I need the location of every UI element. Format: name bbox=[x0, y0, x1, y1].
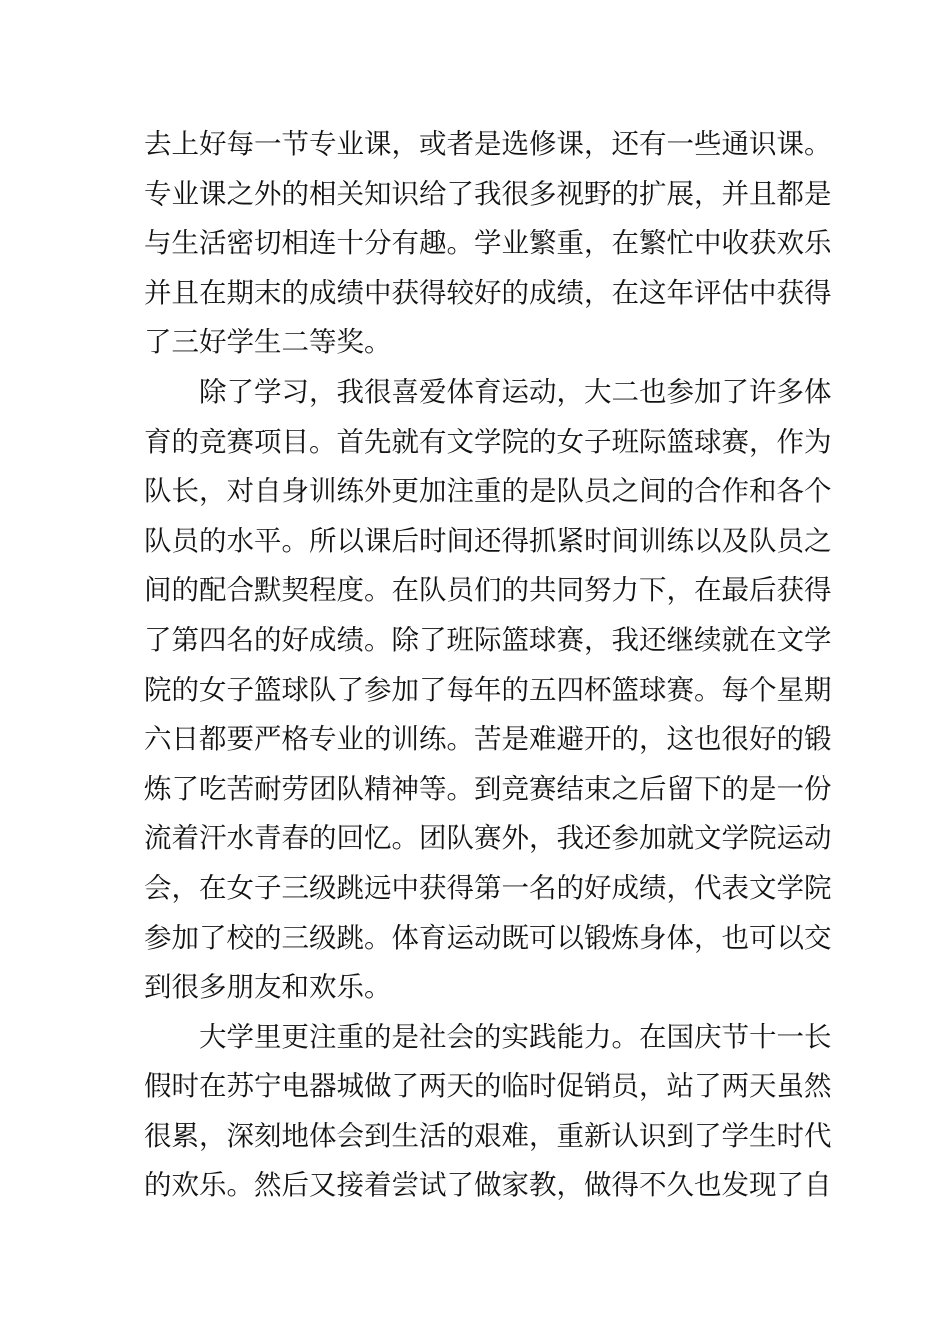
text-line: 很累，深刻地体会到生活的艰难，重新认识到了学生时代 bbox=[144, 1119, 832, 1152]
text-line: 队长，对自身训练外更加注重的是队员之间的合作和各个 bbox=[144, 475, 832, 508]
text-line: 大学里更注重的是社会的实践能力。在国庆节十一长 bbox=[199, 1020, 832, 1053]
text-line: 参加了校的三级跳。体育运动既可以锻炼身体，也可以交 bbox=[144, 921, 832, 954]
text-line: 间的配合默契程度。在队员们的共同努力下，在最后获得 bbox=[144, 574, 832, 607]
text-line: 专业课之外的相关知识给了我很多视野的扩展，并且都是 bbox=[144, 177, 832, 210]
text-line: 育的竞赛项目。首先就有文学院的女子班际篮球赛，作为 bbox=[144, 425, 832, 458]
text-line: 去上好每一节专业课，或者是选修课，还有一些通识课。 bbox=[144, 128, 832, 160]
text-line: 除了学习，我很喜爱体育运动，大二也参加了许多体 bbox=[199, 375, 832, 408]
text-line: 流着汗水青春的回忆。团队赛外，我还参加就文学院运动 bbox=[144, 822, 832, 855]
text-line: 并且在期末的成绩中获得较好的成绩，在这年评估中获得 bbox=[144, 276, 832, 309]
text-line: 炼了吃苦耐劳团队精神等。到竞赛结束之后留下的是一份 bbox=[144, 772, 832, 805]
text-line: 队员的水平。所以课后时间还得抓紧时间训练以及队员之 bbox=[144, 524, 832, 557]
text-line: 的欢乐。然后又接着尝试了做家教，做得不久也发现了自 bbox=[144, 1169, 832, 1202]
text-line: 六日都要严格专业的训练。苦是难避开的，这也很好的锻 bbox=[144, 723, 832, 756]
body-text bbox=[144, 120, 832, 1211]
text-line: 会，在女子三级跳远中获得第一名的好成绩，代表文学院 bbox=[144, 871, 832, 904]
text-line: 院的女子篮球队了参加了每年的五四杯篮球赛。每个星期 bbox=[144, 673, 832, 706]
text-line: 了第四名的好成绩。除了班际篮球赛，我还继续就在文学 bbox=[144, 623, 832, 656]
text-line: 到很多朋友和欢乐。 bbox=[144, 971, 392, 1004]
text-line: 了三好学生二等奖。 bbox=[144, 326, 392, 359]
text-line: 与生活密切相连十分有趣。学业繁重，在繁忙中收获欢乐 bbox=[144, 227, 832, 260]
text-line: 假时在苏宁电器城做了两天的临时促销员，站了两天虽然 bbox=[144, 1070, 832, 1103]
